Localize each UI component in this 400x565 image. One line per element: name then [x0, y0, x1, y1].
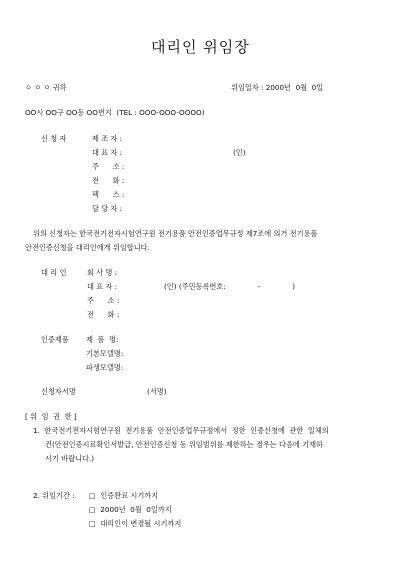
period-option-certification-complete[interactable]: □ 인증완료 시기까지: [89, 491, 159, 500]
agent-address-label: 주 소 :: [87, 296, 120, 305]
authority-item-1-line-3: 시기 바랍니다.): [45, 454, 95, 463]
product-heading: 인증제품: [41, 335, 69, 344]
agent-phone-label: 전 화 :: [87, 310, 120, 319]
authority-item-1-line-2: 건(안전인증시료확인서발급, 안전인증신청 등 위임범위를 제한하는 경우는 다음에 기재하: [45, 440, 323, 449]
address-line: OO시 OO구 OO동 OO번지 (TEL : OOO-OOO-OOOO): [25, 108, 205, 117]
statement-line-1: 위의 신청자는 한국전기전자시험연구원 전기용품 안전인증업무규정 제7조에 의거 전기용품: [33, 229, 318, 238]
agent-representative-label: 대 표 자 :: [87, 282, 118, 291]
agent-heading: 대 리 인: [41, 268, 67, 277]
agent-seal-id: (인) (주민등록번호: - ): [164, 282, 296, 291]
applicant-contact-label: 담 당 자 :: [92, 204, 123, 213]
product-name-label: 제 품 명:: [86, 335, 119, 344]
applicant-fax-label: 팩 스 :: [92, 190, 125, 199]
delegation-date: 위임일자 : 2000년 0월 0일: [231, 83, 324, 92]
applicant-representative-label: 대 표 자 :: [92, 148, 123, 157]
applicant-manufacturer-label: 제 조 자 :: [92, 134, 123, 143]
derived-model-label: 파생모델명:: [86, 363, 124, 372]
authority-heading: [ 위 임 권 한 ]: [25, 412, 77, 421]
period-option-agent-change[interactable]: □ 대리인이 변경될 시기까지: [89, 519, 182, 528]
signature-placeholder: (서명): [147, 387, 167, 396]
applicant-heading: 신 청 자: [41, 134, 67, 143]
page-title: 대리인 위임장: [151, 38, 250, 56]
applicant-address-label: 주 소 :: [92, 162, 125, 171]
agent-company-label: 회 사 명 :: [87, 268, 118, 277]
applicant-seal: (인): [233, 148, 246, 157]
applicant-phone-label: 전 화 :: [92, 176, 125, 185]
period-option-date[interactable]: □ 2000년 0월 0일까지: [89, 505, 172, 514]
base-model-label: 기본모델명:: [86, 349, 124, 358]
delegation-period-label: 2. 위임기간 :: [33, 491, 75, 500]
statement-line-2: 안전인증신청을 대리인에게 위임합니다.: [25, 243, 150, 252]
authority-item-1-line-1: 1. 한국전기전자시험연구원 전기용품 안전인증업무규정에서 정한 인증신청에 관한 일체의: [33, 426, 329, 435]
signature-label: 신청자서명: [41, 387, 76, 396]
recipient: ㅇ ㅇ ㅇ 귀하: [25, 83, 67, 92]
